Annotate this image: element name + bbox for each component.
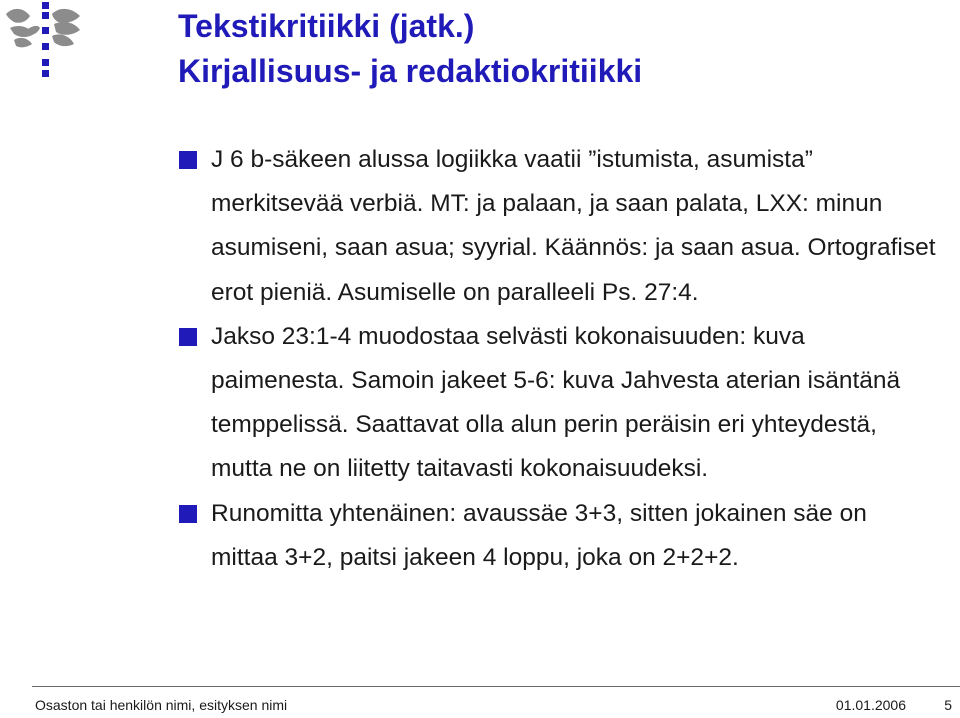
bullet-item	[178, 138, 938, 315]
footer-date: 01.01.2006	[835, 697, 906, 713]
bullet-text: Jakso 23:1-4 muodostaa selvästi kokonaisuuden: kuva paimenesta. Samoin jakeet 5-6: kuva Jahvesta aterian isäntänä temppelissä. Saattavat olla alun perin peräisin eri yhteydestä, mutta ne on liitetty taitavasti kokonaisuudeksi.	[211, 322, 901, 483]
university-logo-icon	[4, 0, 174, 80]
bullet-item	[178, 315, 938, 492]
square-bullet-icon	[179, 151, 197, 169]
slide-title-line-2: Kirjallisuus- ja redaktiokritiikki	[178, 53, 643, 89]
bullet-text: Runomitta yhtenäinen: avaussäe 3+3, sitten jokainen säe on mittaa 3+2, paitsi jakeen 4 loppu, joka on 2+2+2.	[211, 499, 867, 571]
bullet-text: J 6 b-säkeen alussa logiikka vaatii ”istumista, asumista” merkitsevää verbiä. MT: ja palaan, ja saan palata, LXX: minun asumiseni, saan asua; syyrial. Käännös: ja saan asua. Ortografiset erot pieniä. Asumiselle on paralleeli Ps. 27:4.	[211, 146, 936, 306]
footer-presenter: Osaston tai henkilön nimi, esityksen nimi	[35, 697, 288, 713]
page-number: 5	[944, 697, 952, 713]
slide-title	[178, 4, 642, 94]
square-bullet-icon	[179, 505, 197, 523]
footer-divider	[32, 686, 960, 687]
slide-title-line-1: Tekstikritiikki (jatk.)	[178, 8, 475, 44]
bullet-list	[178, 138, 938, 580]
square-bullet-icon	[179, 328, 197, 346]
logo-dots	[42, 2, 49, 77]
bullet-item	[178, 492, 938, 580]
